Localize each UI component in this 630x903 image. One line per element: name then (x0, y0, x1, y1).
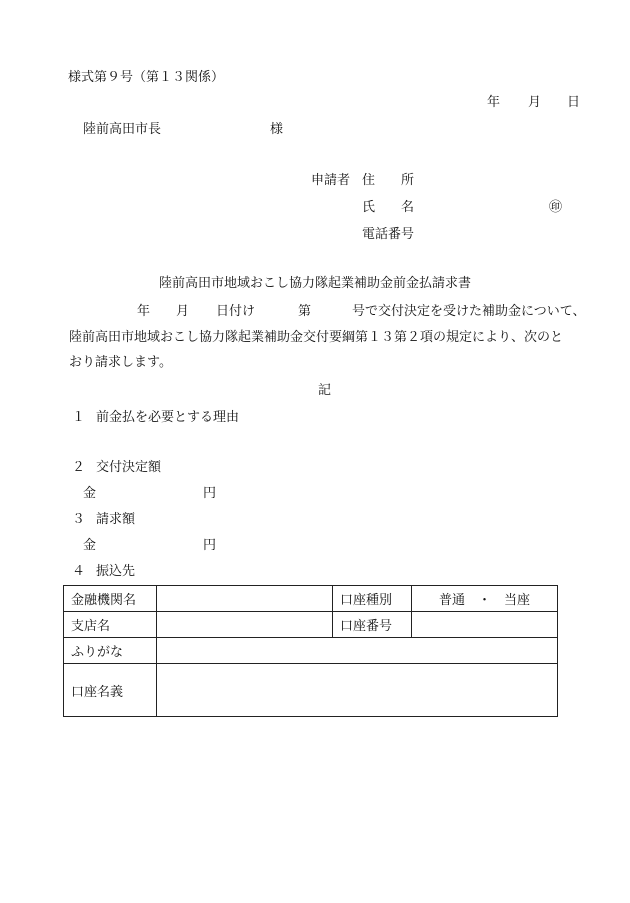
bank-transfer-table (63, 585, 558, 717)
section-1-number: １ (72, 410, 86, 425)
seal-mark: ㊞ (549, 200, 563, 215)
body-dai: 第 (298, 304, 312, 319)
branch-label-cell: 支店名 (64, 612, 157, 638)
section-3-yen: 円 (203, 538, 217, 553)
date-year-label: 年 (487, 95, 501, 110)
section-4-number: ４ (72, 564, 86, 579)
applicant-label: 申請者 (311, 173, 351, 188)
date-day-label: 日 (567, 95, 581, 110)
form-number: 様式第９号（第１３関係） (68, 70, 225, 85)
table-row (64, 612, 558, 638)
section-1-label: 前金払を必要とする理由 (96, 410, 240, 425)
furigana-label-cell: ふりがな (64, 638, 157, 664)
addressee-honorific: 様 (270, 122, 284, 137)
applicant-phone-label: 電話番号 (362, 227, 415, 242)
section-2-number: ２ (72, 460, 86, 475)
account-type-label-cell: 口座種別 (333, 586, 412, 612)
institution-label-cell: 金融機関名 (64, 586, 157, 612)
document-title: 陸前高田市地域おこし協力隊起業補助金前金払請求書 (159, 276, 472, 291)
body-line3: おり請求します。 (69, 355, 172, 370)
section-4-label: 振込先 (96, 564, 136, 579)
account-number-value-cell[interactable] (412, 612, 558, 638)
body-day: 日付け (216, 304, 256, 319)
section-2-yen: 円 (203, 486, 217, 501)
applicant-name-label: 氏 名 (362, 200, 415, 215)
furigana-value-cell[interactable] (157, 638, 558, 664)
addressee-name: 陸前高田市長 (83, 122, 162, 137)
applicant-address-label: 住 所 (362, 173, 415, 188)
account-type-options-cell[interactable]: 普通 ・ 当座 (412, 586, 558, 612)
section-3-number: ３ (72, 512, 86, 527)
branch-value-cell[interactable] (157, 612, 333, 638)
institution-value-cell[interactable] (157, 586, 333, 612)
body-line1-rest: 号で交付決定を受けた補助金について、 (352, 304, 586, 319)
body-year: 年 (137, 304, 151, 319)
section-2-kin: 金 (83, 486, 97, 501)
section-3-label: 請求額 (96, 512, 136, 527)
date-month-label: 月 (528, 95, 542, 110)
account-holder-value-cell[interactable] (157, 664, 558, 717)
table-row (64, 638, 558, 664)
body-line2: 陸前高田市地域おこし協力隊起業補助金交付要綱第１３第２項の規定により、次のと (69, 330, 564, 345)
account-holder-label-cell: 口座名義 (64, 664, 157, 717)
account-number-label-cell: 口座番号 (333, 612, 412, 638)
body-month: 月 (176, 304, 190, 319)
section-3-kin: 金 (83, 538, 97, 553)
table-row (64, 664, 558, 717)
table-row (64, 586, 558, 612)
ki-mark: 記 (318, 383, 332, 398)
section-2-label: 交付決定額 (96, 460, 162, 475)
